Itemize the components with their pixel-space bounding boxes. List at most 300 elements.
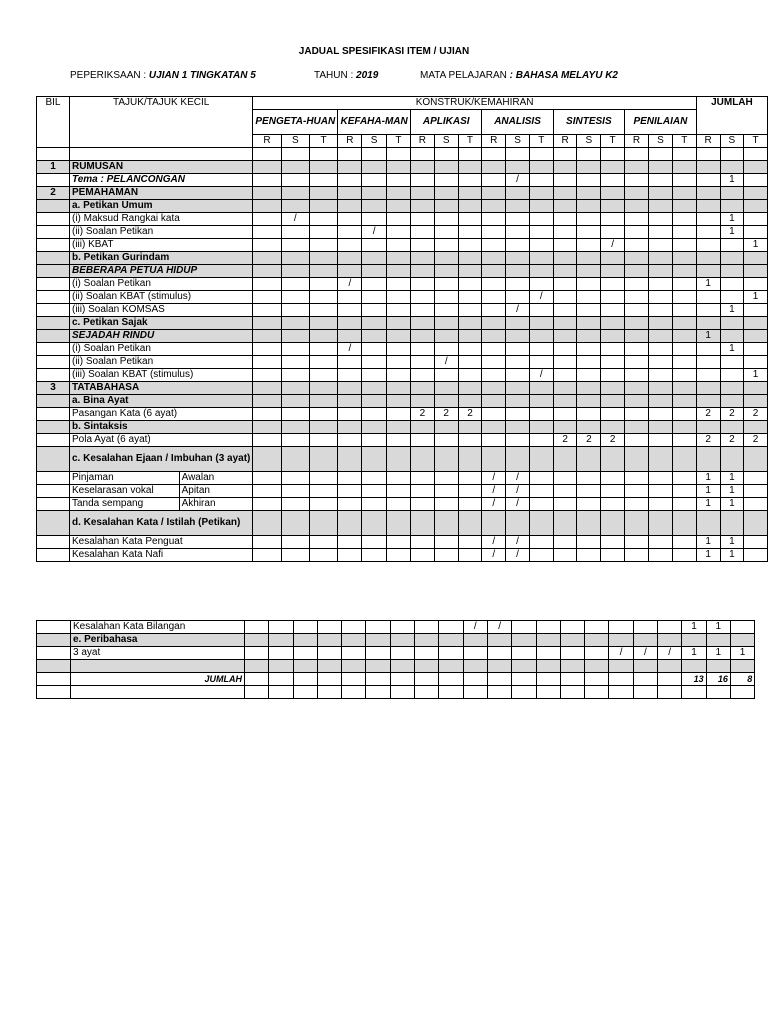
mark-cell [269,621,293,634]
mark-cell [411,498,435,511]
cell [362,148,386,161]
row-subtitle: Awalan [179,472,253,485]
mark-cell [293,647,317,660]
row-title [71,660,245,673]
header-rst-label: T [529,135,553,148]
row-bil [37,330,70,343]
mark-cell [506,421,530,434]
total-cell [720,356,744,369]
mark-cell [434,498,458,511]
mark-cell [482,252,506,265]
mark-cell [601,161,625,174]
cell [37,148,70,161]
mark-cell: / [482,549,506,562]
row-title: a. Bina Ayat [69,395,252,408]
mark-cell [529,498,553,511]
mark-cell [411,369,435,382]
cell [744,148,768,161]
mark-cell [317,647,341,660]
mark-cell [411,421,435,434]
mark-cell: 2 [601,434,625,447]
mark-cell [672,511,696,536]
mark-cell [601,330,625,343]
mark-cell [338,239,362,252]
mark-cell [529,330,553,343]
mark-cell [553,356,577,369]
mark-cell [624,356,648,369]
mark-cell [529,408,553,421]
total-cell [682,634,706,647]
mark-cell [434,174,458,187]
mark-cell [434,369,458,382]
cell [529,148,553,161]
header-rst-label: R [696,135,720,148]
total-cell [744,511,768,536]
mark-cell [633,660,657,673]
cell [720,148,744,161]
mark-cell [529,226,553,239]
mark-cell [411,187,435,200]
mark-cell [362,304,386,317]
mark-cell [487,660,511,673]
mark-cell [529,434,553,447]
mark-cell [577,161,601,174]
mark-cell [585,647,609,660]
mark-cell [269,634,293,647]
row-title: (iii) KBAT [69,239,252,252]
mark-cell [577,291,601,304]
mark-cell [482,265,506,278]
mark-cell [624,213,648,226]
mark-cell [253,174,281,187]
mark-cell [577,317,601,330]
mark-cell [386,472,410,485]
mark-cell [342,647,366,660]
mark-cell [609,686,633,699]
mark-cell [624,536,648,549]
mark-cell [536,647,560,660]
mark-cell [253,213,281,226]
table-row [37,647,755,660]
mark-cell [553,226,577,239]
total-cell [720,278,744,291]
total-cell [696,382,720,395]
mark-cell [362,369,386,382]
mark-cell [672,304,696,317]
row-bil [37,278,70,291]
mark-cell [624,291,648,304]
mark-cell [506,369,530,382]
mark-cell [390,634,414,647]
mark-cell [529,213,553,226]
mark-cell [309,161,337,174]
mark-cell [506,226,530,239]
header-rst-label: S [281,135,309,148]
mark-cell [338,408,362,421]
row-bil [37,200,70,213]
mark-cell [253,291,281,304]
mark-cell [362,252,386,265]
mark-cell [601,200,625,213]
mark-cell [386,421,410,434]
mark-cell [648,408,672,421]
mark-cell [672,239,696,252]
header-rst-label: S [648,135,672,148]
table-row [37,447,768,472]
mark-cell [648,434,672,447]
mark-cell [506,187,530,200]
mark-cell [253,447,281,472]
row-title: c. Kesalahan Ejaan / Imbuhan (3 ayat) [69,447,252,472]
mark-cell [672,472,696,485]
mark-cell [434,549,458,562]
mark-cell [658,686,682,699]
mark-cell [281,317,309,330]
mark-cell [672,278,696,291]
mark-cell [253,498,281,511]
mark-cell [362,408,386,421]
mark-cell: 2 [553,434,577,447]
header-category: ANALISIS [482,110,553,135]
header-rst-label: T [309,135,337,148]
mark-cell [434,161,458,174]
row-bil [37,647,71,660]
mark-cell [624,343,648,356]
specification-table [36,96,768,562]
cell [672,148,696,161]
row-bil [37,226,70,239]
mark-cell [624,330,648,343]
mark-cell [281,291,309,304]
mark-cell [281,434,309,447]
mark-cell [482,408,506,421]
mark-cell: 2 [458,408,482,421]
mark-cell [463,660,487,673]
mark-cell [269,647,293,660]
total-cell: 1 [682,647,706,660]
mark-cell [658,673,682,686]
mark-cell: 2 [577,434,601,447]
total-cell [720,291,744,304]
mark-cell [411,330,435,343]
table-row [37,317,768,330]
total-cell [744,317,768,330]
total-cell: 1 [720,472,744,485]
mark-cell: / [338,278,362,291]
mark-cell [253,369,281,382]
mark-cell [601,485,625,498]
mark-cell [386,549,410,562]
mark-cell: / [658,647,682,660]
mark-cell [411,382,435,395]
mark-cell [633,686,657,699]
mark-cell [434,239,458,252]
mark-cell [309,239,337,252]
mark-cell: / [633,647,657,660]
mark-cell [624,498,648,511]
row-title: (iii) Soalan KBAT (stimulus) [69,369,252,382]
mark-cell [553,174,577,187]
row-title: (ii) Soalan KBAT (stimulus) [69,291,252,304]
row-title: Pola Ayat (6 ayat) [69,434,252,447]
total-cell [696,511,720,536]
mark-cell [309,421,337,434]
mark-cell [658,621,682,634]
mark-cell [434,265,458,278]
mark-cell [624,174,648,187]
total-cell [744,187,768,200]
mark-cell [317,673,341,686]
cell [411,148,435,161]
mark-cell [253,317,281,330]
header-rst-label: T [672,135,696,148]
table-row [37,200,768,213]
mark-cell: / [362,226,386,239]
mark-cell [624,317,648,330]
mark-cell [577,447,601,472]
total-cell [696,187,720,200]
mark-cell [362,187,386,200]
mark-cell [293,634,317,647]
mark-cell [601,343,625,356]
total-cell [696,213,720,226]
mark-cell [338,330,362,343]
mark-cell [482,369,506,382]
mark-cell [362,434,386,447]
mark-cell [553,421,577,434]
total-cell [720,265,744,278]
row-title: e. Peribahasa [71,634,245,647]
mark-cell: / [482,536,506,549]
mark-cell [338,421,362,434]
mark-cell [585,621,609,634]
mark-cell [309,304,337,317]
mark-cell [411,472,435,485]
mark-cell [411,291,435,304]
mark-cell [633,634,657,647]
mark-cell [624,161,648,174]
total-cell [720,421,744,434]
total-cell [720,200,744,213]
mark-cell [281,174,309,187]
mark-cell [553,317,577,330]
mark-cell [362,382,386,395]
specification-table-continued [36,620,755,699]
mark-cell [560,686,584,699]
mark-cell [506,278,530,291]
header-rst-label: R [411,135,435,148]
mark-cell [585,673,609,686]
mark-cell [648,485,672,498]
mark-cell [553,447,577,472]
mark-cell [411,174,435,187]
mark-cell [648,187,672,200]
mark-cell [487,686,511,699]
mark-cell [309,434,337,447]
mark-cell [439,647,463,660]
mark-cell [281,304,309,317]
row-title: (i) Soalan Petikan [69,278,252,291]
mark-cell: / [506,498,530,511]
mark-cell [338,434,362,447]
row-title: RUMUSAN [69,161,252,174]
mark-cell: / [482,485,506,498]
mark-cell: / [434,356,458,369]
total-cell [696,161,720,174]
mark-cell [281,265,309,278]
total-cell [720,447,744,472]
mark-cell [601,549,625,562]
row-title: Tema : PELANCONGAN [69,174,252,187]
mark-cell [672,200,696,213]
mark-cell [482,187,506,200]
mark-cell [648,549,672,562]
mark-cell [482,226,506,239]
mark-cell [293,660,317,673]
mark-cell [487,634,511,647]
row-bil [37,252,70,265]
mark-cell [648,304,672,317]
total-cell [682,660,706,673]
mark-cell [434,382,458,395]
table-row [37,382,768,395]
cell [458,148,482,161]
total-cell [744,330,768,343]
total-cell [696,265,720,278]
mark-cell [624,472,648,485]
mark-cell [386,265,410,278]
row-title: BEBERAPA PETUA HIDUP [69,265,252,278]
mark-cell [411,395,435,408]
mark-cell [536,686,560,699]
mark-cell: / [506,472,530,485]
table-row [37,161,768,174]
row-title: c. Petikan Sajak [69,317,252,330]
mark-cell [577,485,601,498]
mark-cell [553,536,577,549]
header-rst-label: T [744,135,768,148]
mark-cell [458,511,482,536]
mark-cell [415,621,439,634]
mark-cell [577,498,601,511]
total-cell [720,161,744,174]
mark-cell [482,343,506,356]
mark-cell [560,647,584,660]
mark-cell [281,472,309,485]
mark-cell [577,187,601,200]
row-title: (i) Maksud Rangkai kata [69,213,252,226]
mark-cell [553,187,577,200]
header-rst-label: R [338,135,362,148]
mark-cell [309,395,337,408]
mark-cell [362,421,386,434]
total-cell [744,304,768,317]
mark-cell [390,647,414,660]
mark-cell [585,634,609,647]
cell [482,148,506,161]
mark-cell [672,447,696,472]
mark-cell [609,660,633,673]
mark-cell [529,265,553,278]
mark-cell [553,291,577,304]
mark-cell [458,239,482,252]
mark-cell [386,278,410,291]
mark-cell [624,226,648,239]
row-subtitle: Apitan [179,485,253,498]
total-cell [696,447,720,472]
total-cell [682,686,706,699]
mark-cell [338,213,362,226]
mark-cell [601,382,625,395]
mark-cell [317,621,341,634]
mark-cell [672,330,696,343]
mark-cell [338,549,362,562]
mark-cell [648,472,672,485]
mark-cell [253,343,281,356]
total-cell [730,634,754,647]
cell [553,148,577,161]
mark-cell [672,161,696,174]
mark-cell [281,408,309,421]
mark-cell [338,536,362,549]
mark-cell [577,536,601,549]
mark-cell [411,252,435,265]
mark-cell [253,304,281,317]
mark-cell [362,278,386,291]
mark-cell [309,291,337,304]
total-cell [744,421,768,434]
table-row [37,278,768,291]
row-title: b. Sintaksis [69,421,252,434]
mark-cell [553,408,577,421]
cell [506,148,530,161]
total-cell [744,265,768,278]
mark-cell [386,395,410,408]
mark-cell: / [506,304,530,317]
mark-cell [672,434,696,447]
mark-cell [390,686,414,699]
mark-cell [411,200,435,213]
mark-cell [386,291,410,304]
mark-cell [342,621,366,634]
mark-cell [245,634,269,647]
mark-cell [338,174,362,187]
mark-cell [553,304,577,317]
header-category: PENGETA-HUAN [253,110,338,135]
mark-cell [362,265,386,278]
row-bil [37,356,70,369]
mark-cell [482,174,506,187]
mark-cell [482,356,506,369]
total-cell: 16 [706,673,730,686]
mark-cell [386,239,410,252]
total-cell: 2 [744,408,768,421]
mark-cell [386,330,410,343]
mark-cell [601,291,625,304]
mark-cell [529,174,553,187]
mark-cell [309,369,337,382]
mark-cell [529,161,553,174]
mark-cell [536,621,560,634]
mark-cell [512,673,536,686]
year-info [314,70,378,81]
total-cell [720,317,744,330]
spacer-row [37,148,768,161]
mark-cell [253,239,281,252]
mark-cell [338,485,362,498]
mark-cell [317,634,341,647]
total-cell [744,536,768,549]
